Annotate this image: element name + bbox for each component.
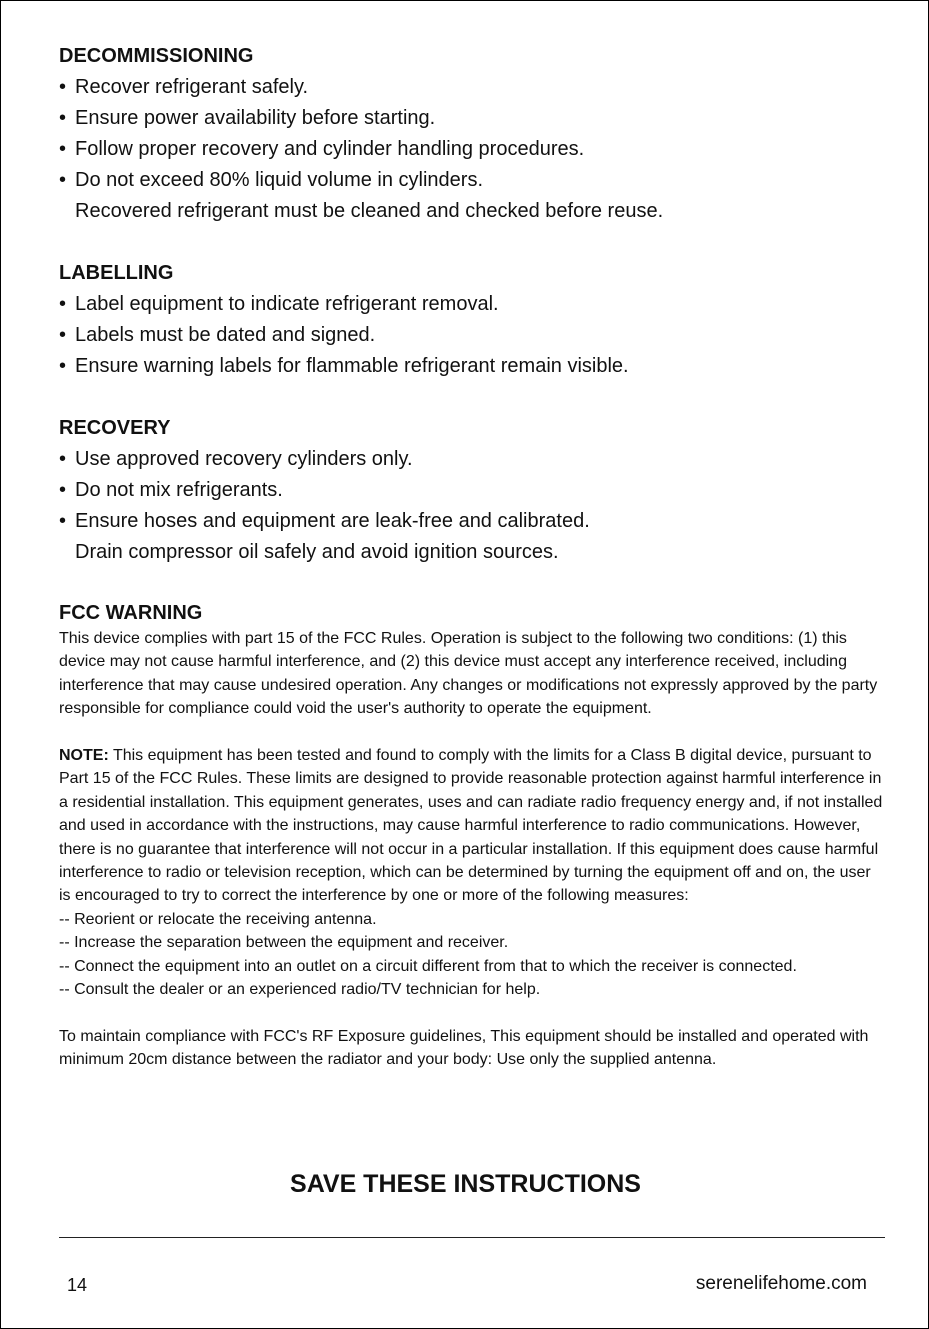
fcc-note-paragraph — [59, 744, 884, 908]
list-item: • Label equipment to indicate refrigerant removal. — [59, 289, 884, 320]
list-item: -- Consult the dealer or an experienced radio/TV technician for help. — [59, 981, 541, 999]
list-item-continuation: Drain compressor oil safely and avoid ignition sources. — [75, 541, 559, 563]
list-item: • Labels must be dated and signed. — [59, 320, 884, 351]
fcc-measures-list — [59, 908, 884, 1002]
section-title-fcc-warning: FCC WARNING — [59, 602, 203, 624]
spacer — [59, 568, 884, 599]
note-text: This equipment has been tested and found to comply with the limits for a Class B digital device, pursuant to Part 15 of the FCC Rules. These limits are designed to provide reasonable protection against harmful interference in a residential installation. This equipment generates, uses and can radiate radio frequency energy and, if not installed and used in accordance with the instructions, may cause harmful interference to radio communications. However, there is no guarantee that interference will not occur in a particular installation. If this equipment does cause harmful interference to radio or television reception, which can be determined by turning the equipment off and on, the user is encouraged to try to correct the interference by one or more of the following measures: — [59, 747, 883, 905]
list-item: • Ensure power availability before starting. — [59, 103, 884, 134]
list-item: • Use approved recovery cylinders only. — [59, 444, 884, 475]
spacer — [59, 382, 884, 413]
page-content — [59, 41, 884, 1072]
list-item: • Ensure hoses and equipment are leak-free and calibrated. — [59, 506, 884, 537]
save-instructions-heading: SAVE THESE INSTRUCTIONS — [290, 1170, 641, 1198]
list-item: • Follow proper recovery and cylinder handling procedures. — [59, 134, 884, 165]
spacer — [59, 227, 884, 258]
page-number: 14 — [67, 1275, 88, 1295]
rf-exposure-paragraph: To maintain compliance with FCC's RF Exposure guidelines, This equipment should be installed and operated with minimum 20cm distance between the radiator and your body: Use only the supplied antenna. — [59, 1027, 869, 1069]
list-item: • Ensure warning labels for flammable refrigerant remain visible. — [59, 351, 884, 382]
recovery-list — [59, 444, 884, 568]
footer-divider — [59, 1237, 885, 1238]
list-item: -- Connect the equipment into an outlet on a circuit different from that to which the receiver is connected. — [59, 957, 797, 975]
note-label: NOTE: — [59, 747, 109, 765]
website-url: serenelifehome.com — [695, 1273, 867, 1294]
list-item: • Do not exceed 80% liquid volume in cylinders. — [59, 165, 884, 196]
section-title-recovery: RECOVERY — [59, 417, 171, 439]
list-item: • Recover refrigerant safely. — [59, 72, 884, 103]
section-title-decommissioning: DECOMMISSIONING — [59, 45, 254, 67]
spacer — [59, 721, 884, 744]
decommissioning-list — [59, 72, 884, 227]
spacer — [59, 1001, 884, 1024]
list-item: -- Increase the separation between the equipment and receiver. — [59, 934, 509, 952]
section-title-labelling: LABELLING — [59, 262, 174, 284]
list-item: • Do not mix refrigerants. — [59, 475, 884, 506]
labelling-list — [59, 289, 884, 382]
list-item-continuation: Recovered refrigerant must be cleaned and checked before reuse. — [75, 200, 664, 222]
fcc-paragraph: This device complies with part 15 of the FCC Rules. Operation is subject to the following two conditions: (1) this device may not cause harmful interference, and (2) this device must accept any interference received, including interference that may cause undesired operation. Any changes or modifications not expressly approved by the party responsible for compliance could void the user's authority to operate the equipment. — [59, 630, 878, 718]
list-item: -- Reorient or relocate the receiving antenna. — [59, 910, 377, 928]
